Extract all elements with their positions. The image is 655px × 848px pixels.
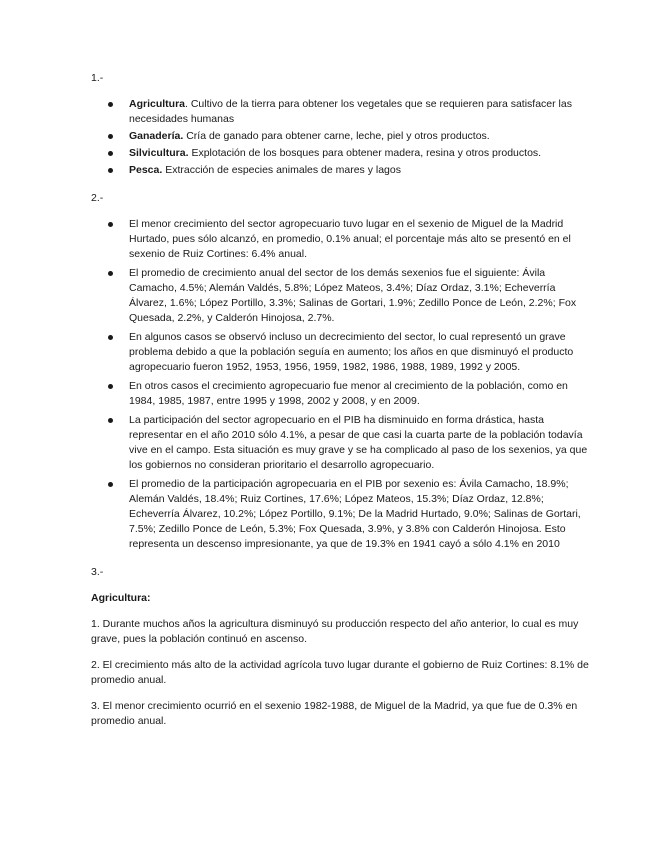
term-pesca: Pesca. (129, 164, 163, 176)
section-3-number: 3.- (91, 566, 104, 578)
section-2-number: 2.- (91, 192, 104, 204)
term-silvicultura: Silvicultura. (129, 147, 189, 159)
definition-text: . Cultivo de la tierra para obtener los vegetales que se requieren para satisfacer las necesidades humanas (129, 98, 572, 125)
list-item-text: En algunos casos se observó incluso un decrecimiento del sector, lo cual representó un grave problema debido a que la población seguía en aumento; los años en que disminuyó el producto agropecuario fueron 1952, 1953, 1956, 1959, 1982, 1986, 1988, 1989, 1992 y 2005. (129, 331, 574, 373)
bullet-icon (108, 335, 113, 340)
paragraph: 3. El menor crecimiento ocurrió en el sexenio 1982-1988, de Miguel de la Madrid, ya que fue de 0.3% en promedio anual. (91, 700, 578, 727)
list-item (129, 163, 595, 178)
definition-text: Explotación de los bosques para obtener madera, resina y otros productos. (188, 147, 542, 159)
bullet-icon (108, 418, 113, 423)
section-2-list (91, 217, 595, 552)
paragraph: 1. Durante muchos años la agricultura disminuyó su producción respecto del año anterior, lo cual es muy grave, pues la población continuó en ascenso. (91, 618, 579, 645)
bullet-icon (108, 482, 113, 487)
list-item (129, 413, 595, 473)
bullet-icon (108, 134, 113, 139)
list-item (129, 330, 595, 375)
section-1-list (91, 97, 595, 178)
definition-text: Cría de ganado para obtener carne, leche, piel y otros productos. (183, 130, 490, 142)
list-item-text: La participación del sector agropecuario en el PIB ha disminuido en forma drástica, hasta representar en el año 2010 sólo 4.1%, a pesar de que casi la cuarta parte de la población todavía vive en el campo. Esta situación es muy grave y se ha complicado al paso de los sexenios, ya que los gobiernos no consideran prioritario el desarrollo agropecuario. (129, 414, 588, 471)
list-item-text: El promedio de la participación agropecuaria en el PIB por sexenio es: Ávila Camacho, 18.9%; Alemán Valdés, 18.4%; Ruiz Cortines, 17.6%; López Mateos, 15.3%; Díaz Ordaz, 12.8%; Echeverría Álvarez, 10.2%; López Portillo, 9.1%; De la Madrid Hurtado, 9.0%; Salinas de Gortari, 7.5%; Zedillo Ponce de León, 5.3%; Fox Quesada, 3.9%, y 3.8% con Calderón Hinojosa. Esto representa un descenso impresionante, ya que de 19.3% en 1941 cayó a sólo 4.1% en 2010 (129, 478, 581, 550)
bullet-icon (108, 271, 113, 276)
paragraph: 2. El crecimiento más alto de la actividad agrícola tuvo lugar durante el gobierno de Ruiz Cortines: 8.1% de promedio anual. (91, 659, 589, 686)
section-1-number: 1.- (91, 72, 104, 84)
list-item (129, 266, 595, 326)
term-agricultura: Agricultura (129, 98, 186, 110)
bullet-icon (108, 151, 113, 156)
bullet-icon (108, 384, 113, 389)
list-item (129, 146, 595, 161)
list-item-text: El menor crecimiento del sector agropecuario tuvo lugar en el sexenio de Miguel de la Madrid Hurtado, pues sólo alcanzó, en promedio, 0.1% anual; el porcentaje más alto se presentó en el sexenio de Ruiz Cortines: 6.4% anual. (129, 218, 571, 260)
bullet-icon (108, 222, 113, 227)
list-item-text: En otros casos el crecimiento agropecuario fue menor al crecimiento de la población, como en 1984, 1985, 1987, entre 1995 y 1998, 2002 y 2008, y en 2009. (129, 380, 568, 407)
bullet-icon (108, 168, 113, 173)
list-item (129, 217, 595, 262)
list-item (129, 477, 595, 552)
list-item (129, 97, 595, 127)
term-ganaderia: Ganadería. (129, 130, 184, 142)
list-item (129, 129, 595, 144)
list-item (129, 379, 595, 409)
list-item-text: El promedio de crecimiento anual del sector de los demás sexenios fue el siguiente: Ávila Camacho, 4.5%; Alemán Valdés, 5.8%; López Mateos, 3.4%; Díaz Ordaz, 3.1%; Echeverría Álvarez, 1.6%; López Portillo, 3.3%; Salinas de Gortari, 1.9%; Zedillo Ponce de León, 2.2%; Fox Quesada, 2.2%, y Calderón Hinojosa, 2.7%. (129, 267, 577, 324)
bullet-icon (108, 102, 113, 107)
section-3-heading: Agricultura: (91, 592, 151, 604)
definition-text: Extracción de especies animales de mares y lagos (162, 164, 401, 176)
